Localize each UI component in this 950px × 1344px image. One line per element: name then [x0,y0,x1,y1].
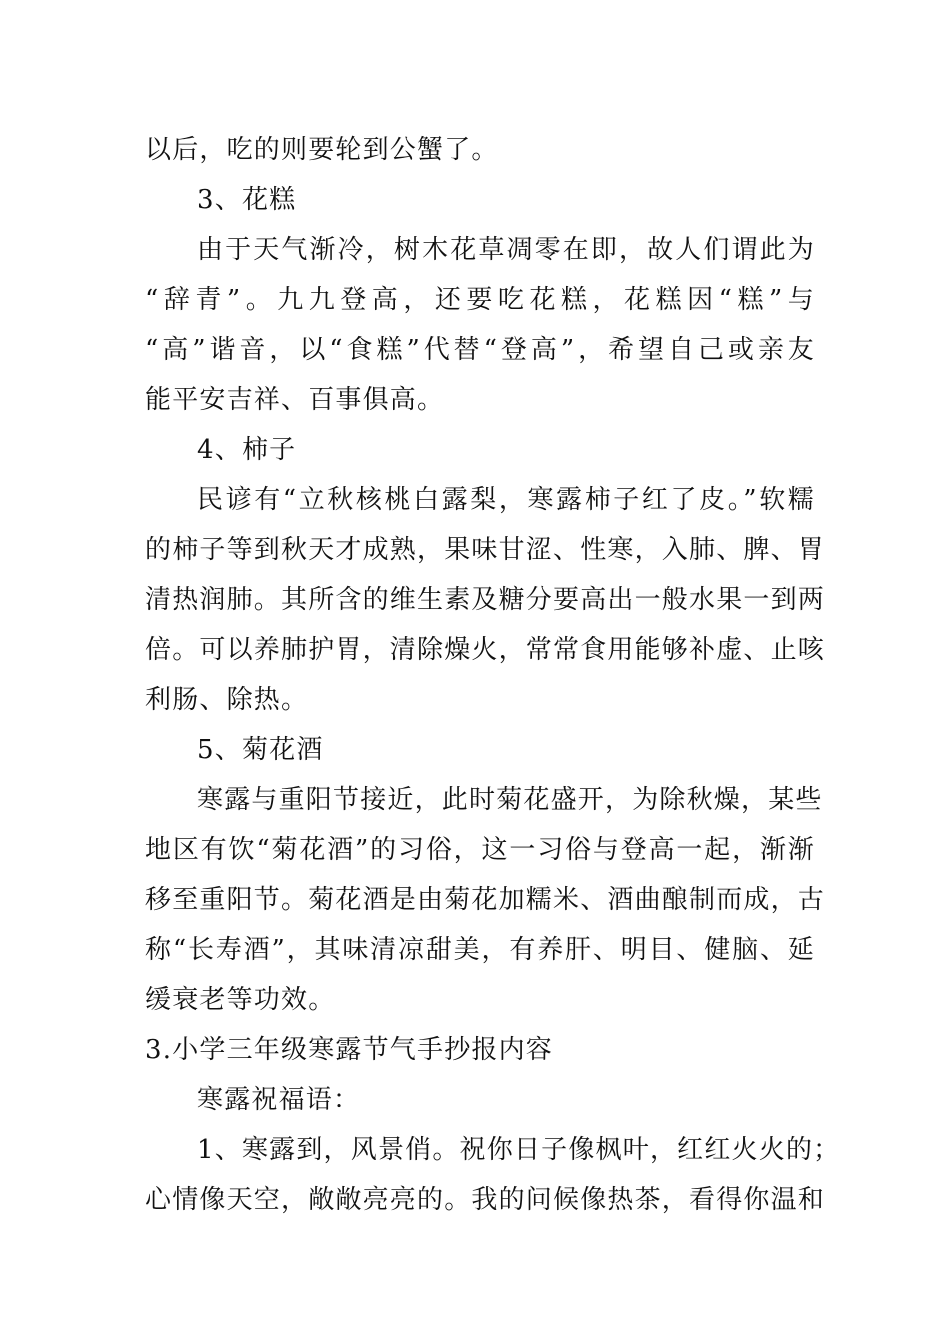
chapter-heading: 3.小学三年级寒露节气手抄报内容 [145,1035,554,1065]
paragraph-line: 由于天气渐冷，树木花草凋零在即，故人们谓此为 [197,235,815,265]
paragraph-line: 以后，吃的则要轮到公蟹了。 [145,135,499,165]
paragraph-line: 民谚有“立秋核桃白露梨，寒露柿子红了皮。”软糯 [197,485,815,515]
paragraph-line: 倍。可以养肺护胃，清除燥火，常常食用能够补虚、止咳 [145,635,826,665]
paragraph-line: 心情像天空，敞敞亮亮的。我的问候像热茶，看得你温和 [145,1185,826,1215]
paragraph-line: 清热润肺。其所含的维生素及糖分要高出一般水果一到两 [145,585,826,615]
paragraph-line: 寒露与重阳节接近，此时菊花盛开，为除秋燥，某些 [197,785,823,815]
paragraph-line: 1、寒露到，风景俏。祝你日子像枫叶，红红火火的； [197,1135,841,1165]
subheading-blessings: 寒露祝福语： [197,1085,361,1115]
paragraph-line: 的柿子等到秋天才成熟，果味甘涩、性寒，入肺、脾、胃 [145,535,826,565]
section-heading-shizi: 4、柿子 [197,435,297,465]
paragraph-line: “辞青”。九九登高，还要吃花糕，花糕因“糕”与 [145,285,815,315]
paragraph-line: 缓衰老等功效。 [145,985,336,1015]
paragraph-line: 称“长寿酒”，其味清凉甜美，有养肝、明目、健脑、延 [145,935,815,965]
paragraph-line: 移至重阳节。菊花酒是由菊花加糯米、酒曲酿制而成，古 [145,885,826,915]
section-heading-juhuajiu: 5、菊花酒 [197,735,324,765]
paragraph-line: 利肠、除热。 [145,685,309,715]
paragraph-line: “高”谐音，以“食糕”代替“登高”，希望自己或亲友 [145,335,815,365]
paragraph-line: 地区有饮“菊花酒”的习俗，这一习俗与登高一起，渐渐 [145,835,815,865]
paragraph-line: 能平安吉祥、百事俱高。 [145,385,445,415]
section-heading-huagao: 3、花糕 [197,185,297,215]
